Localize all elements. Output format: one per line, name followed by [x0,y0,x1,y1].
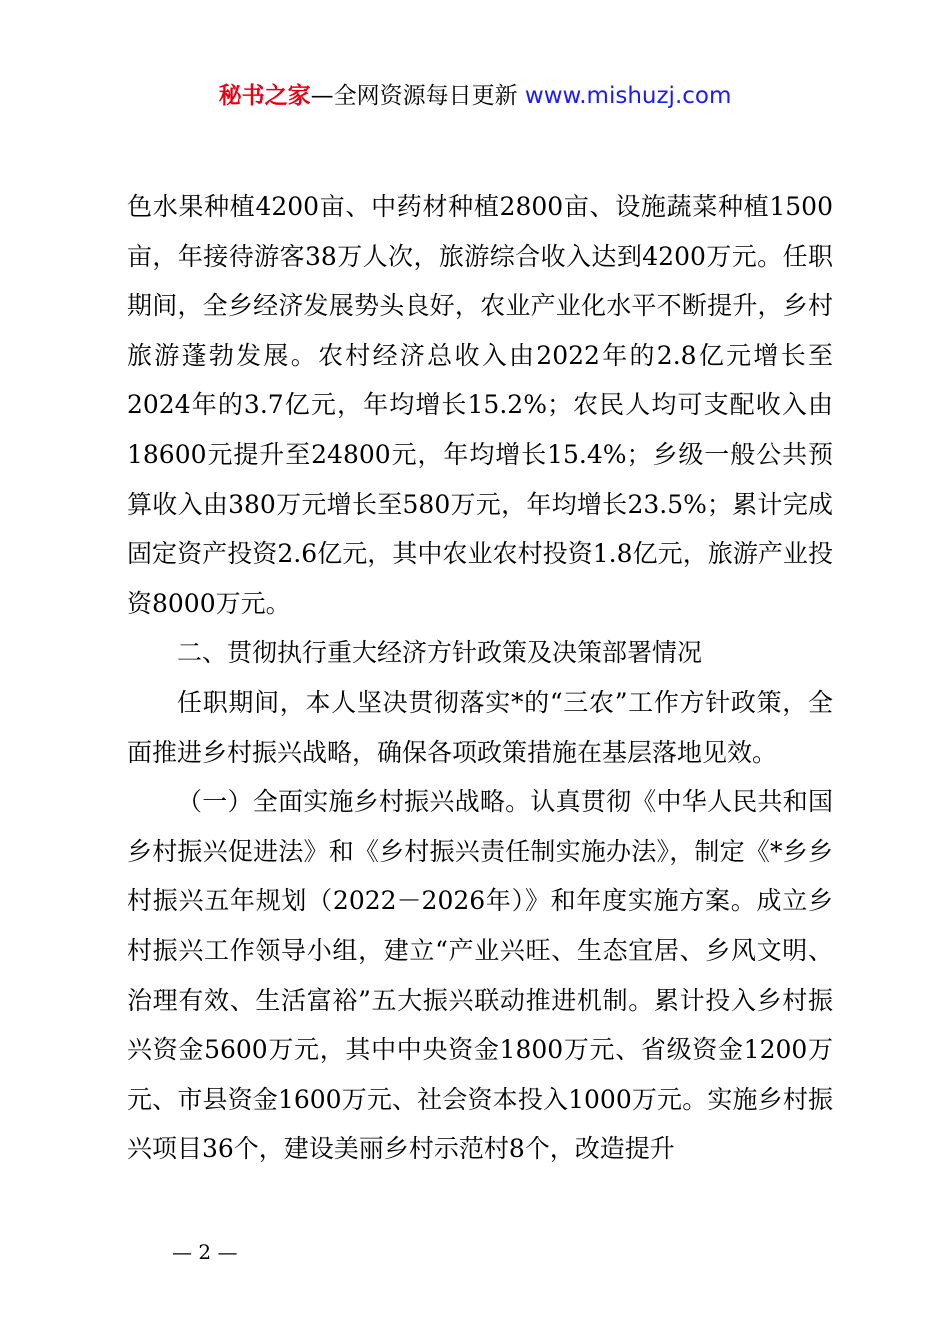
document-body [127,182,833,1174]
site-watermark-header [0,80,950,112]
paragraph: 任职期间，本人坚决贯彻落实*的“三农”工作方针政策，全面推进乡村振兴战略，确保各项政策措施在基层落地见效。 [127,687,833,767]
brand-tagline: —全网资源每日更新 [310,83,525,109]
site-url: www.mishuzj.com [524,83,732,109]
brand-name: 秘书之家 [218,83,311,109]
paragraph: （一）全面实施乡村振兴战略。认真贯彻《中华人民共和国乡村振兴促进法》和《乡村振兴责任制实施办法》，制定《*乡乡村振兴五年规划（2022－2026年）》和年度实施方案。成立乡村振兴工作领导小组，建立“产业兴旺、生态宜居、乡风文明、治理有效、生活富裕”五大振兴联动推进机制。累计投入乡村振兴资金5600万元，其中中央资金1800万元、省级资金1200万元、市县资金1600万元、社会资本投入1000万元。实施乡村振兴项目36个，建设美丽乡村示范村8个，改造提升 [127,787,833,1164]
paragraph-continuation: 色水果种植4200亩、中药材种植2800亩、设施蔬菜种植1500亩，年接待游客38万人次，旅游综合收入达到4200万元。任职期间，全乡经济发展势头良好，农业产业化水平不断提升，乡村旅游蓬勃发展。农村经济总收入由2022年的2.8亿元增长至2024年的3.7亿元，年均增长15.2%；农民人均可支配收入由18600元提升至24800元，年均增长15.4%；乡级一般公共预算收入由380万元增长至580万元，年均增长23.5%；累计完成固定资产投资2.6亿元，其中农业农村投资1.8亿元，旅游产业投资8000万元。 [127,192,833,618]
page-number: — 2 — [172,1240,238,1264]
section-heading: 二、贯彻执行重大经济方针政策及决策部署情况 [177,638,703,668]
